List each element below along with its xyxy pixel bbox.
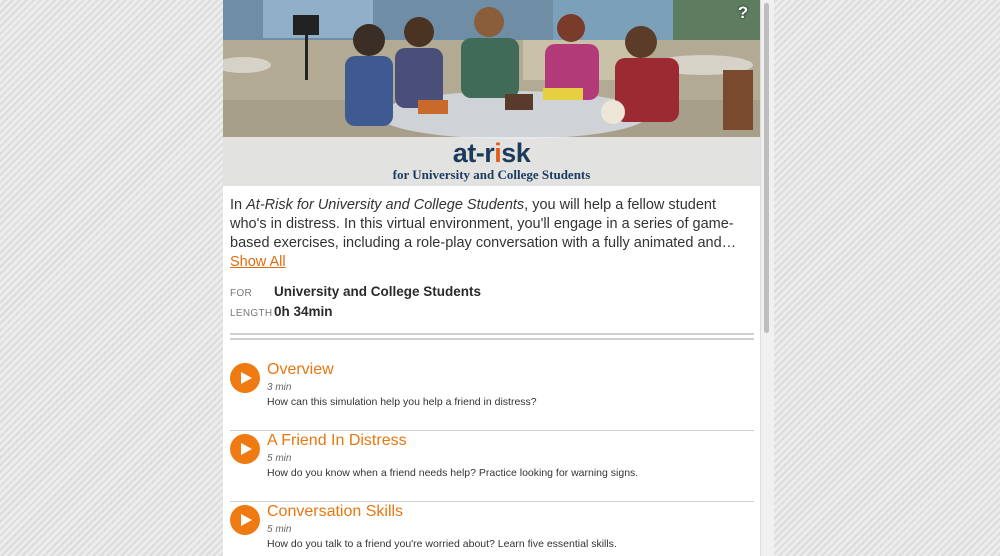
question-icon[interactable]: ? bbox=[737, 3, 749, 22]
play-icon[interactable] bbox=[230, 434, 260, 464]
lesson-title[interactable]: Overview bbox=[267, 361, 334, 378]
for-label: FOR bbox=[230, 288, 253, 299]
course-panel bbox=[223, 0, 760, 556]
play-icon[interactable] bbox=[230, 363, 260, 393]
course-logo-banner bbox=[223, 137, 760, 186]
lesson-item[interactable] bbox=[230, 360, 754, 431]
lesson-title[interactable]: Conversation Skills bbox=[267, 503, 404, 520]
vertical-scrollbar[interactable] bbox=[760, 0, 774, 556]
lesson-title[interactable]: A Friend In Distress bbox=[267, 432, 407, 449]
lesson-list bbox=[230, 360, 753, 556]
lesson-description: How do you talk to a friend you're worried about? Learn five essential skills. bbox=[267, 538, 617, 550]
length-label: LENGTH bbox=[230, 308, 273, 319]
lesson-item[interactable] bbox=[230, 431, 754, 502]
course-description: In At-Risk for University and College Students, you will help a fellow student who's in distress. In this virtual environment, you'll engage in a series of game-based exercises, including a role-play conversation with a fully animated and… Show All bbox=[230, 197, 737, 270]
hero-image bbox=[223, 0, 760, 186]
lesson-length: 5 min bbox=[267, 453, 292, 464]
lesson-length: 5 min bbox=[267, 524, 292, 535]
audience-row bbox=[230, 284, 753, 299]
lesson-description: How do you know when a friend needs help? Practice looking for warning signs. bbox=[267, 467, 639, 479]
lesson-description: How can this simulation help you help a friend in distress? bbox=[267, 396, 537, 408]
lesson-length: 3 min bbox=[267, 382, 292, 393]
audience-value: University and College Students bbox=[274, 284, 482, 299]
course-logo-subtitle: for University and College Students bbox=[392, 167, 591, 182]
scrollbar-thumb[interactable] bbox=[764, 3, 769, 333]
show-all-link[interactable]: Show All bbox=[230, 254, 286, 270]
course-title-italic: At-Risk for University and College Students bbox=[246, 197, 525, 213]
course-logo: at-risk bbox=[452, 138, 531, 168]
length-value: 0h 34min bbox=[274, 304, 333, 319]
lesson-item[interactable] bbox=[230, 502, 754, 556]
play-icon[interactable] bbox=[230, 505, 260, 535]
section-divider bbox=[230, 333, 754, 340]
length-row bbox=[230, 304, 753, 319]
